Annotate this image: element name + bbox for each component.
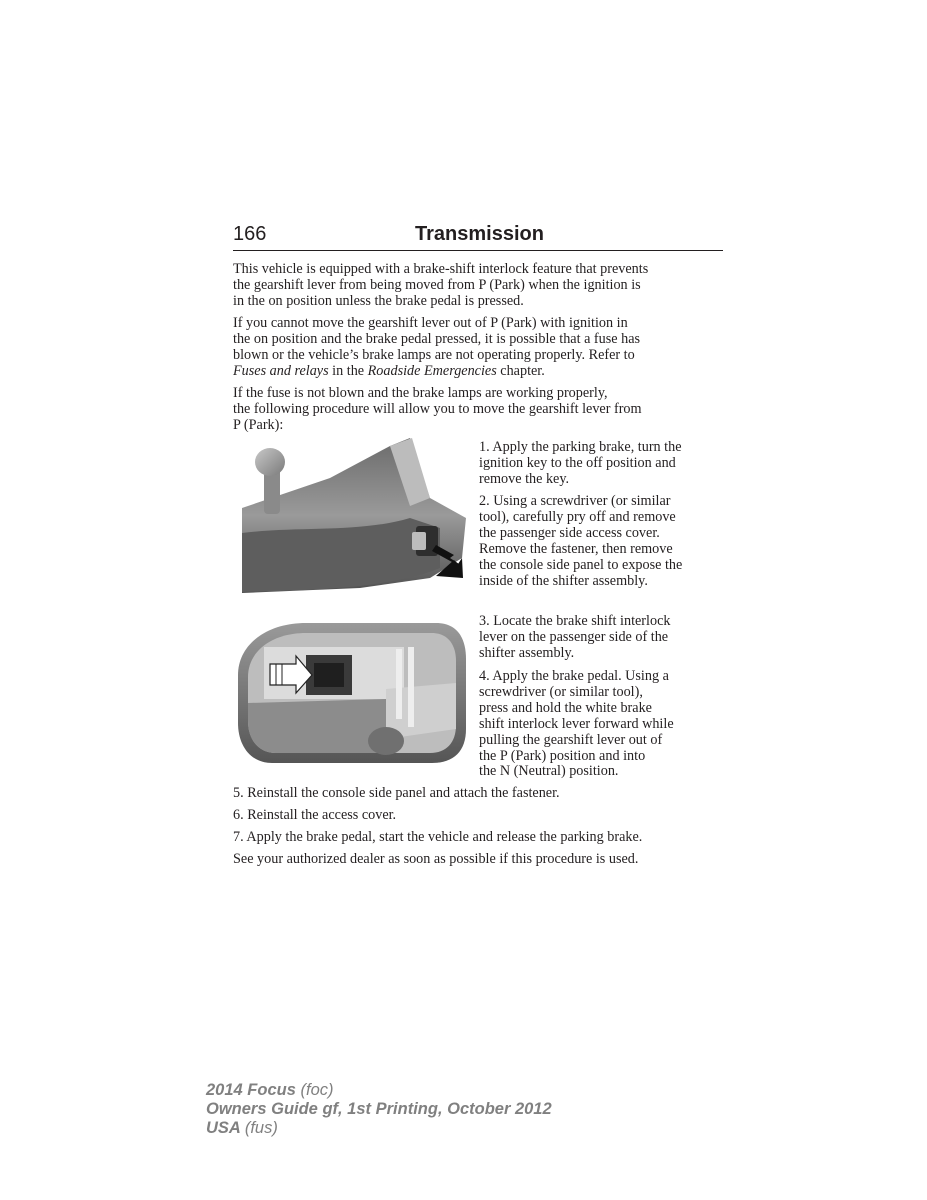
reference-fuses-and-relays: Fuses and relays — [233, 362, 329, 379]
paragraph-fuse-check: If you cannot move the gearshift lever out of P (Park) with ignition in the on position and the brake pedal pressed, it is possible that a fuse has blown or the vehicle’s brake lamps are not operating properly. Refer to Fuses and relays in the Roadside Emergencies chapter. — [233, 315, 641, 379]
footer-line-3: USA (fus) — [206, 1119, 278, 1137]
footer-line-2: Owners Guide gf, 1st Printing, October 2012 — [206, 1100, 552, 1118]
page-header — [233, 222, 723, 251]
step-5: 5. Reinstall the console side panel and attach the fastener. — [233, 785, 560, 801]
step-2: 2. Using a screwdriver (or similar tool), carefully pry off and remove the passenger side access cover. Remove the fastener, then remove the console side panel to expose the inside of the shifter assembly. — [479, 493, 683, 589]
step-6: 6. Reinstall the access cover. — [233, 807, 397, 823]
page-number: 166 — [233, 223, 267, 245]
page-footer — [206, 1081, 552, 1138]
dealer-note: See your authorized dealer as soon as possible if this procedure is used. — [233, 851, 639, 867]
step-3: 3. Locate the brake shift interlock lever on the passenger side of the shifter assembly. — [479, 613, 671, 661]
chapter-title: Transmission — [415, 223, 544, 245]
footer-line-1: 2014 Focus (foc) — [206, 1081, 334, 1099]
step-4: 4. Apply the brake pedal. Using a screwdriver (or similar tool), press and hold the white brake shift interlock lever forward while pulling the gearshift lever out of the P (Park) position and into the N (Neutral) position. — [479, 668, 674, 780]
step-1: 1. Apply the parking brake, turn the ignition key to the off position and remove the key. — [479, 439, 682, 487]
step-7: 7. Apply the brake pedal, start the vehicle and release the parking brake. — [233, 829, 643, 845]
figure-interlock-lever — [236, 619, 468, 772]
reference-roadside-emergencies: Roadside Emergencies — [367, 362, 497, 379]
paragraph-procedure-intro: If the fuse is not blown and the brake lamps are working properly, the following procedure will allow you to move the gearshift lever from P (Park): — [233, 385, 642, 433]
paragraph-interlock-intro: This vehicle is equipped with a brake-shift interlock feature that prevents the gearshift lever from being moved from P (Park) when the ignition is in the on position unless the brake pedal is pressed. — [233, 261, 649, 309]
figure-console-side-panel — [240, 438, 468, 599]
